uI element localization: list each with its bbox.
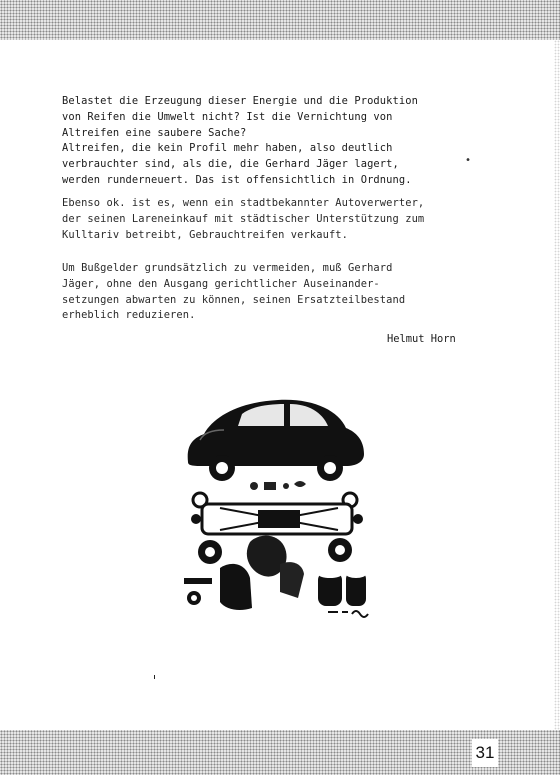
text-line: Ebenso ok. ist es, wenn ein stadtbekannter Autoverwerter, bbox=[62, 197, 425, 209]
paragraph-1 bbox=[62, 94, 492, 189]
text-line: werden runderneuert. Das ist offensichtlich in Ordnung. bbox=[62, 173, 412, 186]
author-signature: Helmut Horn bbox=[387, 333, 456, 345]
text-line: erheblich reduzieren. bbox=[62, 309, 196, 322]
right-edge-shading bbox=[554, 40, 560, 730]
paragraph-2 bbox=[62, 196, 492, 243]
tyre-stack bbox=[318, 570, 366, 606]
engine-and-seats bbox=[220, 536, 304, 610]
exploded-car-illustration bbox=[180, 392, 380, 627]
page-number: 31 bbox=[472, 739, 498, 767]
text-line: Altreifen, die kein Profil mehr haben, also deutlich bbox=[62, 142, 393, 155]
text-line: setzungen abwarten zu können, seinen Ersatzteilbestand bbox=[62, 293, 406, 306]
text-line: von Reifen die Umwelt nicht? Ist die Vernichtung von bbox=[62, 110, 393, 123]
text-line: Um Bußgelder grundsätzlich zu vermeiden, muß Gerhard bbox=[62, 262, 393, 274]
paragraph-3 bbox=[62, 261, 492, 324]
print-speck: • bbox=[465, 155, 472, 166]
car-body bbox=[188, 400, 364, 466]
text-line: verbrauchter sind, als die, die Gerhard Jäger lagert, bbox=[62, 158, 399, 171]
text-line: der seinen Lareneinkauf mit städtischer Unterstützung zum bbox=[62, 212, 425, 225]
top-halftone-band bbox=[0, 0, 560, 40]
text-line: Altreifen eine saubere Sache? bbox=[62, 126, 247, 139]
text-line: Belastet die Erzeugung dieser Energie und die Produktion bbox=[62, 95, 418, 107]
print-mark bbox=[154, 675, 155, 679]
text-line: Jäger, ohne den Ausgang gerichtlicher Auseinander- bbox=[62, 277, 380, 290]
text-line: Kulltariv betreibt, Gebrauchtreifen verkauft. bbox=[62, 228, 349, 241]
chassis-frame bbox=[191, 504, 363, 534]
